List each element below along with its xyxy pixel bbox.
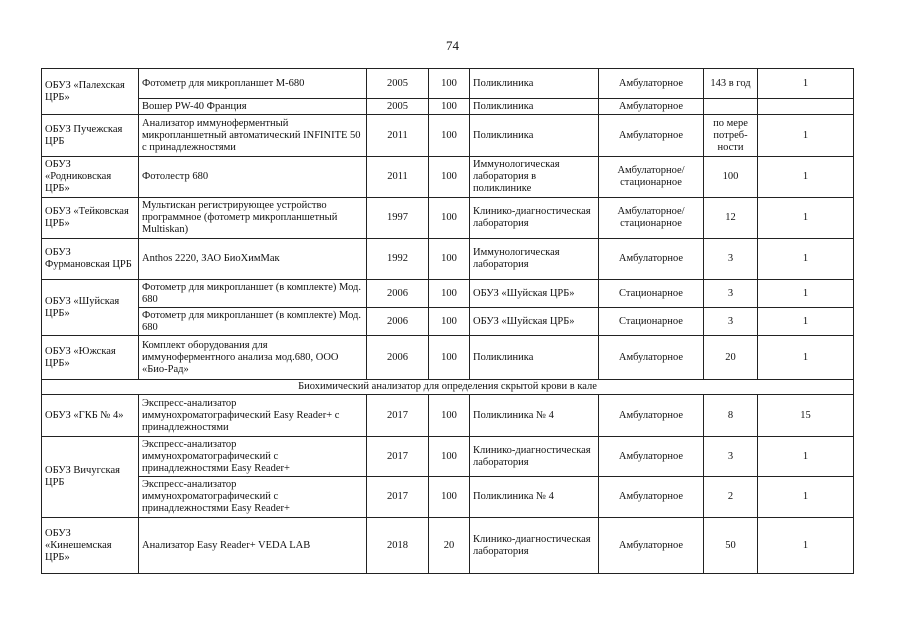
location-cell: ОБУЗ «Шуйская ЦРБ» xyxy=(470,308,599,336)
wear-cell: 20 xyxy=(429,518,470,574)
equipment-cell: Анализатор иммуноферментный микропланшетный автоматический INFINITE 50 с принадлежностями xyxy=(139,115,367,157)
mode-cell: Амбулаторное xyxy=(599,395,704,437)
org-cell: ОБУЗ Пучежская ЦРБ xyxy=(42,115,139,157)
location-cell: Поликлиника xyxy=(470,336,599,380)
location-cell: ОБУЗ «Шуйская ЦРБ» xyxy=(470,280,599,308)
wear-cell: 100 xyxy=(429,395,470,437)
year-cell: 2006 xyxy=(367,308,429,336)
count-cell: 1 xyxy=(758,280,854,308)
wear-cell: 100 xyxy=(429,69,470,99)
location-cell: Поликлиника xyxy=(470,99,599,115)
section-header-row xyxy=(42,380,854,395)
load-cell: 12 xyxy=(704,198,758,239)
load-cell: 2 xyxy=(704,477,758,518)
load-cell: 50 xyxy=(704,518,758,574)
org-cell: ОБУЗ «ГКБ № 4» xyxy=(42,395,139,437)
table-row xyxy=(42,477,854,518)
org-cell: ОБУЗ «Родниковская ЦРБ» xyxy=(42,157,139,198)
year-cell: 1997 xyxy=(367,198,429,239)
section-header: Биохимический анализатор для определения скрытой крови в кале xyxy=(42,380,854,395)
location-cell: Поликлиника xyxy=(470,115,599,157)
count-cell: 1 xyxy=(758,157,854,198)
wear-cell: 100 xyxy=(429,477,470,518)
year-cell: 2017 xyxy=(367,437,429,477)
wear-cell: 100 xyxy=(429,115,470,157)
count-cell: 15 xyxy=(758,395,854,437)
count-cell: 1 xyxy=(758,308,854,336)
mode-cell: Амбулаторное xyxy=(599,518,704,574)
equipment-cell: Фотометр для микропланшет М-680 xyxy=(139,69,367,99)
wear-cell: 100 xyxy=(429,308,470,336)
year-cell: 2011 xyxy=(367,115,429,157)
load-cell: 3 xyxy=(704,239,758,280)
table-row xyxy=(42,336,854,380)
count-cell: 1 xyxy=(758,437,854,477)
equipment-cell: Фотометр для микропланшет (в комплекте) Мод. 680 xyxy=(139,280,367,308)
year-cell: 2005 xyxy=(367,99,429,115)
year-cell: 2017 xyxy=(367,395,429,437)
table-row xyxy=(42,280,854,308)
location-cell: Клинико-диагностическая лаборатория xyxy=(470,198,599,239)
equipment-cell: Комплект оборудования для иммуноферментного анализа мод.680, ООО «Био-Рад» xyxy=(139,336,367,380)
wear-cell: 100 xyxy=(429,99,470,115)
location-cell: Клинико-диагностическая лаборатория xyxy=(470,518,599,574)
equipment-table xyxy=(41,68,854,574)
equipment-cell: Экспресс-анализатор иммунохроматографический Easy Reader+ с принадлежностями xyxy=(139,395,367,437)
mode-cell: Стационарное xyxy=(599,308,704,336)
year-cell: 2011 xyxy=(367,157,429,198)
count-cell: 1 xyxy=(758,115,854,157)
location-cell: Поликлиника № 4 xyxy=(470,395,599,437)
mode-cell: Стационарное xyxy=(599,280,704,308)
year-cell: 2005 xyxy=(367,69,429,99)
table-row xyxy=(42,157,854,198)
count-cell: 1 xyxy=(758,518,854,574)
org-cell: ОБУЗ «Палехская ЦРБ» xyxy=(42,69,139,115)
count-cell: 1 xyxy=(758,69,854,99)
org-cell: ОБУЗ «Южская ЦРБ» xyxy=(42,336,139,380)
load-cell: 143 в год xyxy=(704,69,758,99)
count-cell xyxy=(758,99,854,115)
load-cell: по мере потреб-ности xyxy=(704,115,758,157)
table-row xyxy=(42,437,854,477)
table-row xyxy=(42,69,854,99)
location-cell: Клинико-диагностическая лаборатория xyxy=(470,437,599,477)
year-cell: 2006 xyxy=(367,336,429,380)
page-number: 74 xyxy=(446,38,459,53)
location-cell: Поликлиника xyxy=(470,69,599,99)
wear-cell: 100 xyxy=(429,336,470,380)
count-cell: 1 xyxy=(758,239,854,280)
load-cell xyxy=(704,99,758,115)
wear-cell: 100 xyxy=(429,157,470,198)
table-row xyxy=(42,518,854,574)
load-cell: 3 xyxy=(704,280,758,308)
org-cell: ОБУЗ «Тейковская ЦРБ» xyxy=(42,198,139,239)
wear-cell: 100 xyxy=(429,198,470,239)
count-cell: 1 xyxy=(758,477,854,518)
table-row xyxy=(42,395,854,437)
equipment-cell: Фотолестр 680 xyxy=(139,157,367,198)
org-cell: ОБУЗ Вичугская ЦРБ xyxy=(42,437,139,518)
equipment-cell: Фотометр для микропланшет (в комплекте) Мод. 680 xyxy=(139,308,367,336)
table-row xyxy=(42,198,854,239)
table-row xyxy=(42,308,854,336)
year-cell: 2017 xyxy=(367,477,429,518)
org-cell: ОБУЗ Фурмановская ЦРБ xyxy=(42,239,139,280)
load-cell: 3 xyxy=(704,308,758,336)
load-cell: 8 xyxy=(704,395,758,437)
mode-cell: Амбулаторное/ стационарное xyxy=(599,157,704,198)
year-cell: 2018 xyxy=(367,518,429,574)
equipment-cell: Экспресс-анализатор иммунохроматографический с принадлежностями Easy Reader+ xyxy=(139,477,367,518)
load-cell: 20 xyxy=(704,336,758,380)
location-cell: Иммунологическая лаборатория xyxy=(470,239,599,280)
mode-cell: Амбулаторное xyxy=(599,99,704,115)
load-cell: 3 xyxy=(704,437,758,477)
table-row xyxy=(42,239,854,280)
mode-cell: Амбулаторное xyxy=(599,336,704,380)
equipment-cell: Экспресс-анализатор иммунохроматографический с принадлежностями Easy Reader+ xyxy=(139,437,367,477)
org-cell: ОБУЗ «Кинешемская ЦРБ» xyxy=(42,518,139,574)
wear-cell: 100 xyxy=(429,280,470,308)
mode-cell: Амбулаторное/ стационарное xyxy=(599,198,704,239)
table-row xyxy=(42,115,854,157)
mode-cell: Амбулаторное xyxy=(599,69,704,99)
mode-cell: Амбулаторное xyxy=(599,437,704,477)
org-cell: ОБУЗ «Шуйская ЦРБ» xyxy=(42,280,139,336)
location-cell: Иммунологическая лаборатория в поликлинике xyxy=(470,157,599,198)
equipment-cell: Вошер PW-40 Франция xyxy=(139,99,367,115)
wear-cell: 100 xyxy=(429,239,470,280)
mode-cell: Амбулаторное xyxy=(599,477,704,518)
load-cell: 100 xyxy=(704,157,758,198)
location-cell: Поликлиника № 4 xyxy=(470,477,599,518)
equipment-cell: Anthos 2220, ЗАО БиоХимМак xyxy=(139,239,367,280)
year-cell: 1992 xyxy=(367,239,429,280)
year-cell: 2006 xyxy=(367,280,429,308)
table-row xyxy=(42,99,854,115)
equipment-cell: Мультискан регистрирующее устройство программное (фотометр микропланшетный Multiskan) xyxy=(139,198,367,239)
equipment-cell: Анализатор Easy Reader+ VEDA LAB xyxy=(139,518,367,574)
count-cell: 1 xyxy=(758,198,854,239)
count-cell: 1 xyxy=(758,336,854,380)
mode-cell: Амбулаторное xyxy=(599,239,704,280)
mode-cell: Амбулаторное xyxy=(599,115,704,157)
wear-cell: 100 xyxy=(429,437,470,477)
